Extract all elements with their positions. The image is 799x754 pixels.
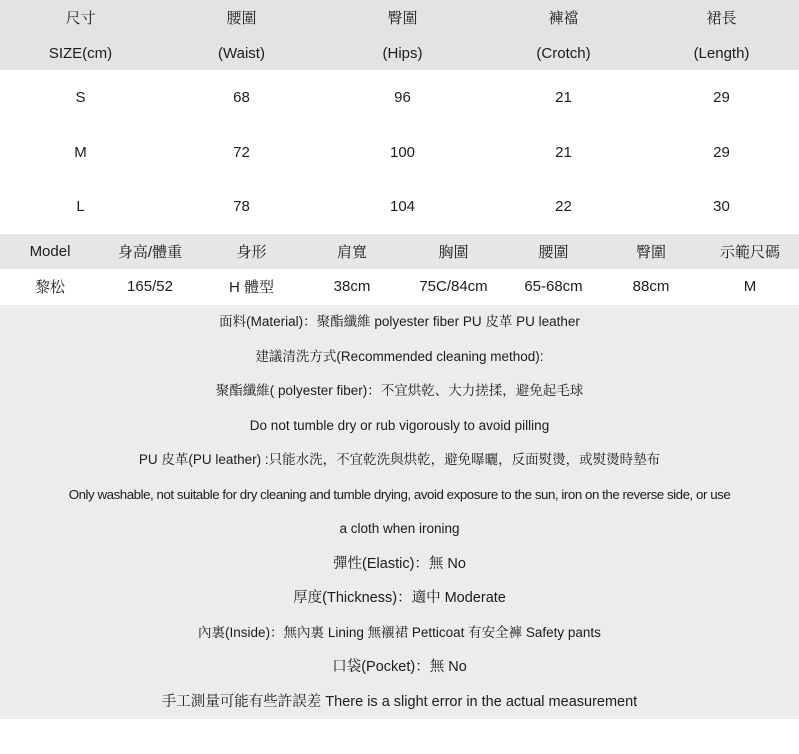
size-cell: S: [75, 88, 86, 106]
header-hips: 臀圍: [635, 244, 666, 261]
size-cell: M: [74, 143, 87, 161]
header-height-weight: 身高/體重: [117, 244, 183, 261]
note-elastic: 彈性(Elastic)：無 No: [333, 555, 466, 572]
header-bust: 胸圍: [438, 244, 469, 261]
note-polyester-care-en: Do not tumble dry or rub vigorously to avoid pilling: [249, 417, 550, 433]
note-polyester-care-zh: 聚酯纖維( polyester fiber)：不宜烘乾、大力搓揉，避免起毛球: [215, 383, 584, 398]
note-pu-care-zh: PU 皮革(PU leather) :只能水洗，不宜乾洗與烘乾，避免曝曬，反面熨燙，或熨燙時墊布: [138, 452, 661, 467]
header-model: Model: [29, 243, 71, 260]
waist-cell: 68: [233, 88, 250, 106]
header-sample-size: 示範尺碼: [719, 244, 780, 261]
model-bust: 75C/84cm: [419, 278, 488, 295]
header-hips-zh: 臀圍: [387, 10, 418, 27]
header-waist: [161, 0, 322, 70]
header-size: [0, 0, 161, 70]
header-hips-en: (Hips): [382, 45, 423, 62]
length-cell: 29: [713, 88, 730, 106]
model-waist: 65-68cm: [524, 278, 583, 295]
header-size-zh: 尺寸: [65, 10, 96, 27]
size-table: [0, 0, 799, 234]
note-cleaning-heading: 建議清洗方式(Recommended cleaning method):: [255, 348, 544, 364]
header-hips: [322, 0, 483, 70]
header-length-zh: 裙長: [706, 10, 737, 27]
model-sample-size: M: [743, 278, 757, 295]
model-row: [0, 269, 799, 304]
header-crotch: [483, 0, 644, 70]
note-measurement-error: 手工測量可能有些許誤差 There is a slight error in the actual measurement: [161, 693, 638, 710]
model-name: 黎松: [34, 279, 65, 296]
header-crotch-zh: 褲襠: [548, 10, 579, 27]
hips-cell: 100: [389, 143, 416, 161]
header-length: [644, 0, 799, 70]
header-waist-en: (Waist): [218, 45, 265, 62]
size-cell: L: [76, 198, 85, 216]
note-material: 面料(Material)：聚酯纖維 polyester fiber PU 皮革 PU leather: [219, 314, 580, 329]
header-size-en: SIZE(cm): [48, 45, 113, 62]
crotch-cell: 21: [555, 143, 572, 161]
note-pocket: 口袋(Pocket)：無 No: [332, 659, 467, 675]
header-body-type: 身形: [236, 244, 267, 261]
header-waist: 腰圍: [538, 244, 569, 261]
crotch-cell: 21: [555, 88, 572, 106]
waist-cell: 78: [233, 198, 250, 216]
note-pu-care-en: Only washable, not suitable for dry cleaning and tumble drying, avoid exposure to the sun, iron on the reverse side, or use: [68, 486, 731, 502]
length-cell: 29: [713, 143, 730, 161]
header-waist-zh: 腰圍: [226, 10, 257, 27]
length-cell: 30: [713, 198, 730, 216]
product-notes: [0, 305, 799, 719]
model-table: [0, 234, 799, 304]
note-thickness: 厚度(Thickness)：適中 Moderate: [293, 590, 506, 606]
note-pu-care-en-cont: a cloth when ironing: [339, 521, 460, 536]
size-row-s: [0, 70, 799, 125]
size-row-m: [0, 125, 799, 180]
size-row-l: [0, 179, 799, 234]
model-shoulder: 38cm: [333, 278, 371, 295]
hips-cell: 96: [394, 88, 411, 106]
waist-cell: 72: [233, 143, 250, 161]
header-length-en: (Length): [693, 45, 750, 62]
note-inside: 內裏(Inside)：無內裏 Lining 無襯裙 Petticoat 有安全褲 Safety pants: [198, 624, 601, 640]
size-table-header: [0, 0, 799, 70]
model-body-type: H 體型: [228, 279, 274, 296]
model-table-header: [0, 234, 799, 269]
hips-cell: 104: [389, 198, 416, 216]
crotch-cell: 22: [555, 198, 572, 216]
header-shoulder: 肩寬: [336, 244, 367, 261]
model-hips: 88cm: [632, 278, 670, 295]
model-height-weight: 165/52: [127, 278, 173, 295]
header-crotch-en: (Crotch): [536, 45, 591, 62]
